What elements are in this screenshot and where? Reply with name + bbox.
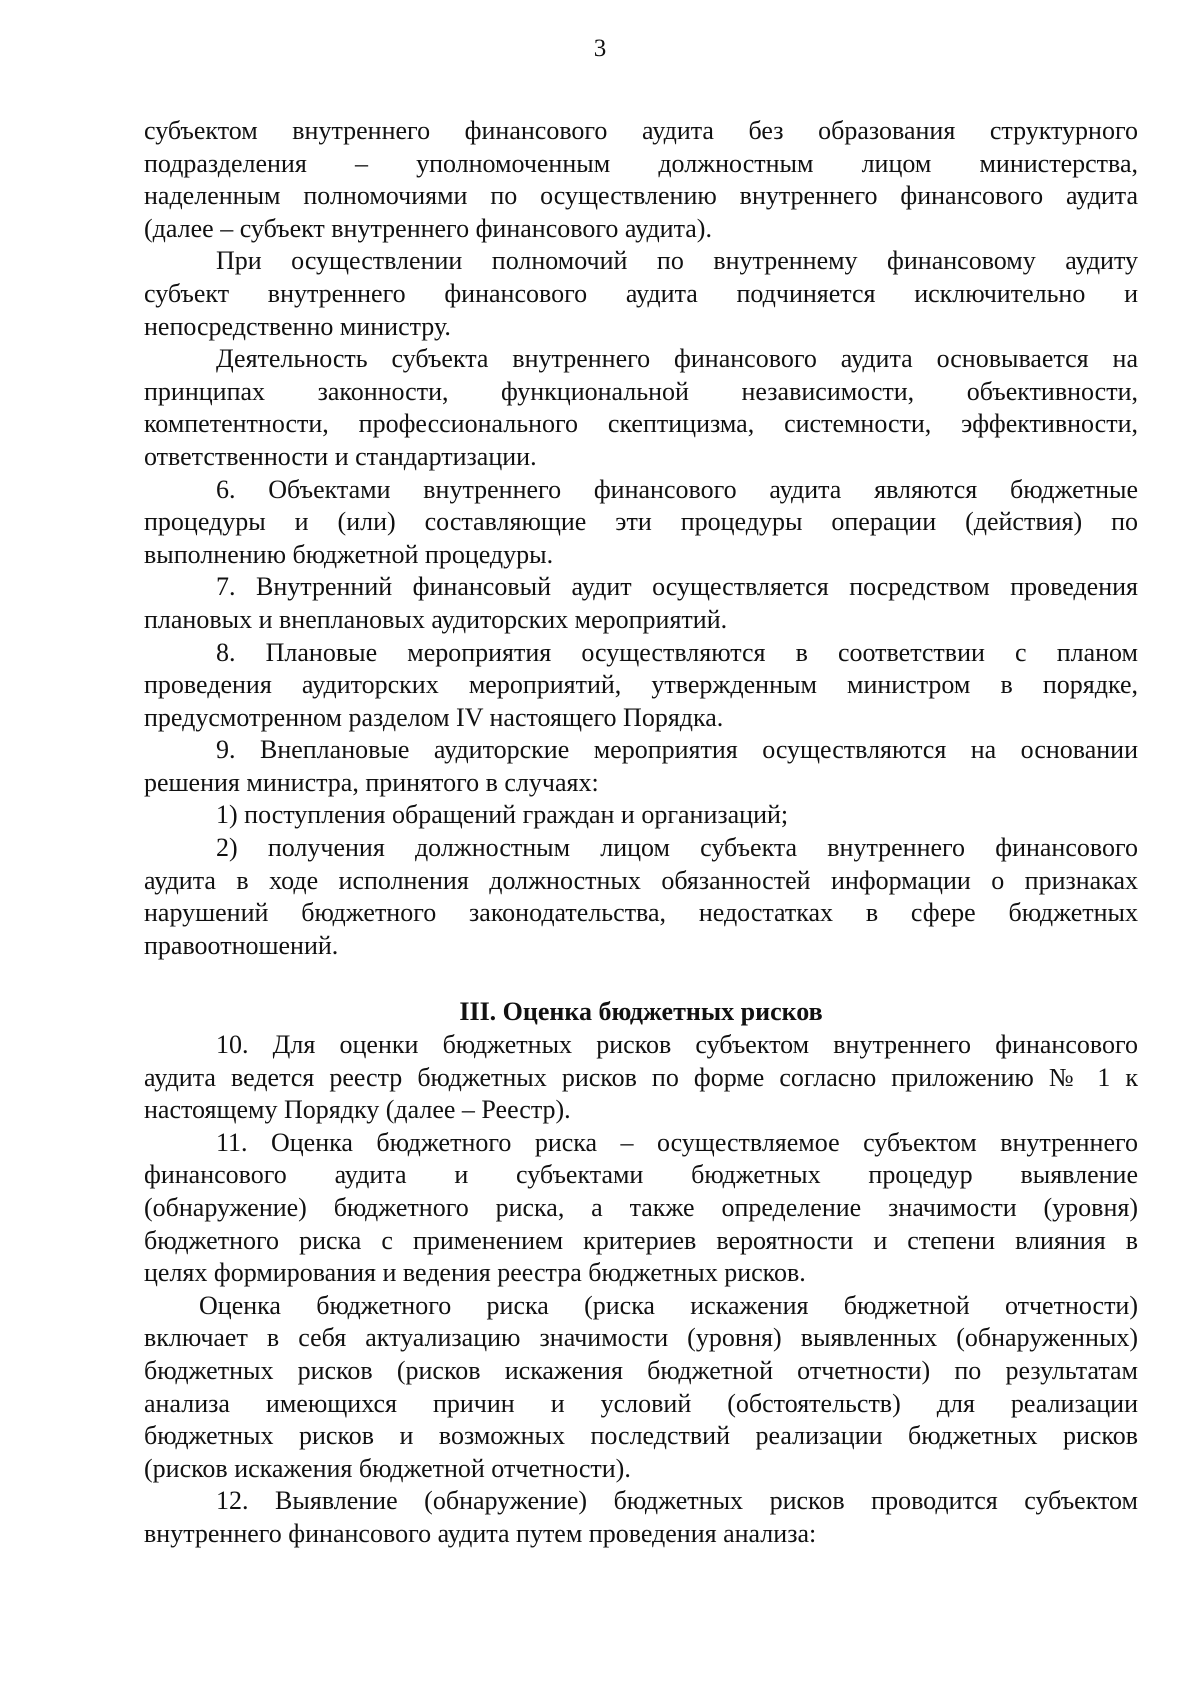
text-line: наделенным полномочиями по осуществлению внутреннего финансового аудита xyxy=(144,181,1138,211)
section-spacer xyxy=(144,962,1138,996)
clause-8 xyxy=(144,637,1138,735)
text-line: непосредственно министру. xyxy=(144,311,451,341)
paragraph-subordination xyxy=(144,245,1138,343)
clause-6 xyxy=(144,474,1138,572)
clause-11 xyxy=(144,1127,1138,1290)
text-line: компетентности, профессионального скептицизма, системности, эффективности, xyxy=(144,409,1138,439)
text-line: (рисков искажения бюджетной отчетности). xyxy=(144,1453,631,1483)
text-line: субъект внутреннего финансового аудита подчиняется исключительно и xyxy=(144,278,1138,308)
text-line: плановых и внеплановых аудиторских мероприятий. xyxy=(144,604,728,634)
text-line: аудита в ходе исполнения должностных обязанностей информации о признаках xyxy=(144,865,1138,895)
text-line: процедуры и (или) составляющие эти процедуры операции (действия) по xyxy=(144,507,1138,537)
text-line: Оценка бюджетного риска (риска искажения бюджетной отчетности) xyxy=(199,1290,1138,1320)
text-line: При осуществлении полномочий по внутреннему финансовому аудиту xyxy=(216,246,1138,276)
text-line: 9. Внеплановые аудиторские мероприятия осуществляются на основании xyxy=(216,735,1138,765)
text-line: 1) поступления обращений граждан и организаций; xyxy=(216,800,789,830)
text-line: Деятельность субъекта внутреннего финансового аудита основывается на xyxy=(216,344,1138,374)
text-line: (обнаружение) бюджетного риска, а также определение значимости (уровня) xyxy=(144,1193,1138,1222)
text-line: 11. Оценка бюджетного риска – осуществляемое субъектом внутреннего xyxy=(216,1127,1138,1157)
clause-7 xyxy=(144,571,1138,636)
clause-10 xyxy=(144,1029,1138,1127)
document-body xyxy=(144,115,1138,1551)
text-line: нарушений бюджетного законодательства, недостатках в сфере бюджетных xyxy=(144,898,1138,928)
text-line: 10. Для оценки бюджетных рисков субъектом внутреннего финансового xyxy=(216,1030,1138,1060)
text-line: (далее – субъект внутреннего финансового аудита). xyxy=(144,213,712,243)
clause-12 xyxy=(144,1485,1138,1550)
text-line: 2) получения должностным лицом субъекта внутреннего финансового xyxy=(216,833,1138,863)
text-line: 12. Выявление (обнаружение) бюджетных рисков проводится субъектом xyxy=(216,1486,1138,1516)
text-line: правоотношений. xyxy=(144,930,339,960)
text-line: проведения аудиторских мероприятий, утвержденным министром в порядке, xyxy=(144,670,1138,700)
text-line: настоящему Порядку (далее – Реестр). xyxy=(144,1095,571,1125)
paragraph-principles xyxy=(144,343,1138,473)
page-number: 3 xyxy=(593,35,607,62)
text-line: включает в себя актуализацию значимости (уровня) выявленных (обнаруженных) xyxy=(144,1323,1138,1353)
text-line: 8. Плановые мероприятия осуществляются в соответствии с планом xyxy=(216,637,1138,667)
text-line: аудита ведется реестр бюджетных рисков по форме согласно приложению № 1 к xyxy=(144,1062,1138,1092)
text-line: 6. Объектами внутреннего финансового аудита являются бюджетные xyxy=(216,474,1138,504)
section-heading: III. Оценка бюджетных рисков xyxy=(459,997,823,1027)
text-line: целях формирования и ведения реестра бюджетных рисков. xyxy=(144,1258,806,1288)
text-line: финансового аудита и субъектами бюджетных процедур выявление xyxy=(144,1160,1138,1190)
text-line: решения министра, принятого в случаях: xyxy=(144,767,599,797)
text-line: бюджетных рисков (рисков искажения бюджетной отчетности) по результатам xyxy=(144,1355,1138,1385)
text-line: выполнению бюджетной процедуры. xyxy=(144,539,554,569)
text-line: анализа имеющихся причин и условий (обстоятельств) для реализации xyxy=(144,1388,1138,1418)
paragraph-risk-assessment xyxy=(144,1290,1138,1486)
text-line: ответственности и стандартизации. xyxy=(144,441,537,471)
text-line: бюджетных рисков и возможных последствий реализации бюджетных рисков xyxy=(144,1421,1138,1451)
paragraph-audit-subject xyxy=(144,115,1138,245)
text-line: бюджетного риска с применением критериев вероятности и степени влияния в xyxy=(144,1225,1138,1255)
text-line: субъектом внутреннего финансового аудита без образования структурного xyxy=(144,116,1138,145)
text-line: подразделения – уполномоченным должностным лицом министерства, xyxy=(144,148,1138,178)
text-line: 7. Внутренний финансовый аудит осуществляется посредством проведения xyxy=(216,572,1138,602)
text-line: внутреннего финансового аудита путем проведения анализа: xyxy=(144,1518,817,1548)
text-line: принципах законности, функциональной независимости, объективности, xyxy=(144,376,1138,406)
clause-9 xyxy=(144,734,1138,962)
text-line: предусмотренном разделом IV настоящего Порядка. xyxy=(144,702,724,732)
